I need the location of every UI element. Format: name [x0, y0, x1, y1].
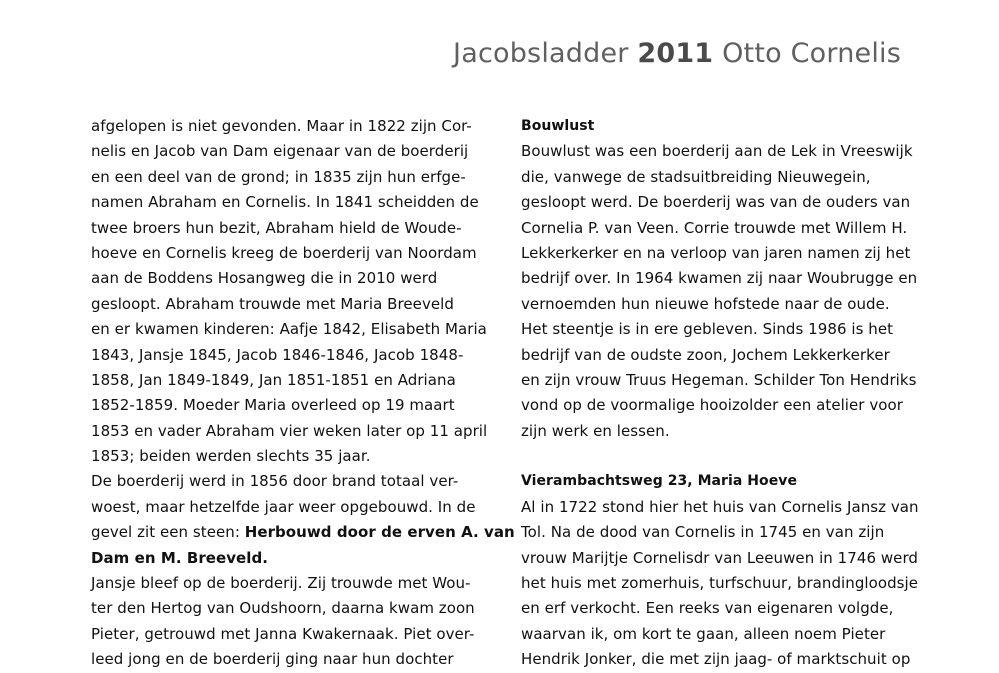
text-line: 1858, Jan 1849-1849, Jan 1851-1851 en Adriana [91, 370, 456, 389]
text-line: nelis en Jacob van Dam eigenaar van de boerderij [91, 142, 469, 161]
text-line: gesloopt werd. De boerderij was van de ouders van [521, 193, 911, 212]
text-line: vernoemden hun nieuwe hofstede naar de oude. [521, 294, 890, 313]
text-line: en er kwamen kinderen: Aafje 1842, Elisabeth Maria [91, 320, 487, 339]
text-line: Pieter, getrouwd met Janna Kwakernaak. Piet over- [91, 624, 475, 643]
text-line: Cornelia P. van Veen. Corrie trouwde met Willem H. [521, 218, 908, 237]
stone-inscription-part1: Herbouwd door de erven A. van [244, 523, 515, 542]
text-line: De boerderij werd in 1856 door brand totaal ver- [91, 472, 459, 491]
left-column [91, 114, 515, 673]
text-line: aan de Boddens Hosangweg die in 2010 werd [91, 269, 438, 288]
text-line: Bouwlust was een boerderij aan de Lek in Vreeswijk [521, 142, 913, 161]
section-heading-bouwlust: Bouwlust [521, 118, 595, 134]
stone-inscription-line [91, 520, 515, 545]
text-line: Jansje bleef op de boerderij. Zij trouwde met Wou- [91, 574, 471, 593]
text-line: woest, maar hetzelfde jaar weer opgebouwd. In de [91, 497, 476, 516]
text-line: gesloopt. Abraham trouwde met Maria Breeveld [91, 294, 454, 313]
text-line: Al in 1722 stond hier het huis van Cornelis Jansz van [521, 497, 919, 516]
section-heading-maria-hoeve: Vierambachtsweg 23, Maria Hoeve [521, 473, 797, 490]
text-line: Lekkerkerker en na verloop van jaren namen zij het [521, 243, 911, 262]
text-line: Tol. Na de dood van Cornelis in 1745 en van zijn [521, 523, 885, 542]
text-line: zijn werk en lessen. [521, 421, 670, 440]
text-line: en erf verkocht. Een reeks van eigenaren volgde, [521, 599, 894, 618]
header-title-prefix: Jacobsladder [453, 38, 638, 69]
text-line: afgelopen is niet gevonden. Maar in 1822 zijn Cor- [91, 117, 472, 135]
text-line: twee broers hun bezit, Abraham hield de Woude- [91, 218, 462, 237]
text-line: ter den Hertog van Oudshoorn, daarna kwam zoon [91, 599, 475, 618]
text-line: vrouw Marijtje Cornelisdr van Leeuwen in 1746 werd [521, 548, 918, 567]
text-line: 1843, Jansje 1845, Jacob 1846-1846, Jacob 1848- [91, 345, 464, 364]
text-line: en zijn vrouw Truus Hegeman. Schilder Ton Hendriks [521, 370, 917, 389]
text-line: Hendrik Jonker, die met zijn jaag- of marktschuit op [521, 650, 911, 669]
text-line: en een deel van de grond; in 1835 zijn hun erfge- [91, 167, 466, 186]
text-line: hoeve en Cornelis kreeg de boerderij van Noordam [91, 243, 477, 262]
stone-line-prefix: gevel zit een steen: [91, 523, 245, 542]
header-year: 2011 [637, 38, 714, 69]
text-line: vond op de voormalige hooizolder een atelier voor [521, 396, 903, 415]
text-line: waarvan ik, om kort te gaan, alleen noem Pieter [521, 624, 886, 643]
text-line: bedrijf van de oudste zoon, Jochem Lekkerkerker [521, 345, 890, 364]
text-line: namen Abraham en Cornelis. In 1841 scheidden de [91, 193, 479, 212]
text-line: Het steentje is in ere gebleven. Sinds 1986 is het [521, 320, 894, 339]
text-line: 1853; beiden werden slechts 35 jaar. [91, 447, 371, 466]
page-header [453, 38, 901, 69]
header-title-suffix: Otto Cornelis [713, 38, 901, 69]
right-column [521, 114, 919, 673]
text-line: die, vanwege de stadsuitbreiding Nieuwegein, [521, 167, 871, 186]
text-line: 1852-1859. Moeder Maria overleed op 19 maart [91, 396, 455, 415]
text-line: 1853 en vader Abraham vier weken later op 11 april [91, 421, 488, 440]
text-line: leed jong en de boerderij ging naar hun dochter [91, 650, 454, 669]
paragraph-spacer [521, 444, 905, 469]
text-line: bedrijf over. In 1964 kwamen zij naar Woubrugge en [521, 269, 918, 288]
text-line: het huis met zomerhuis, turfschuur, brandingloodsje [521, 574, 918, 593]
stone-inscription-part2: Dam en M. Breeveld. [91, 548, 269, 567]
